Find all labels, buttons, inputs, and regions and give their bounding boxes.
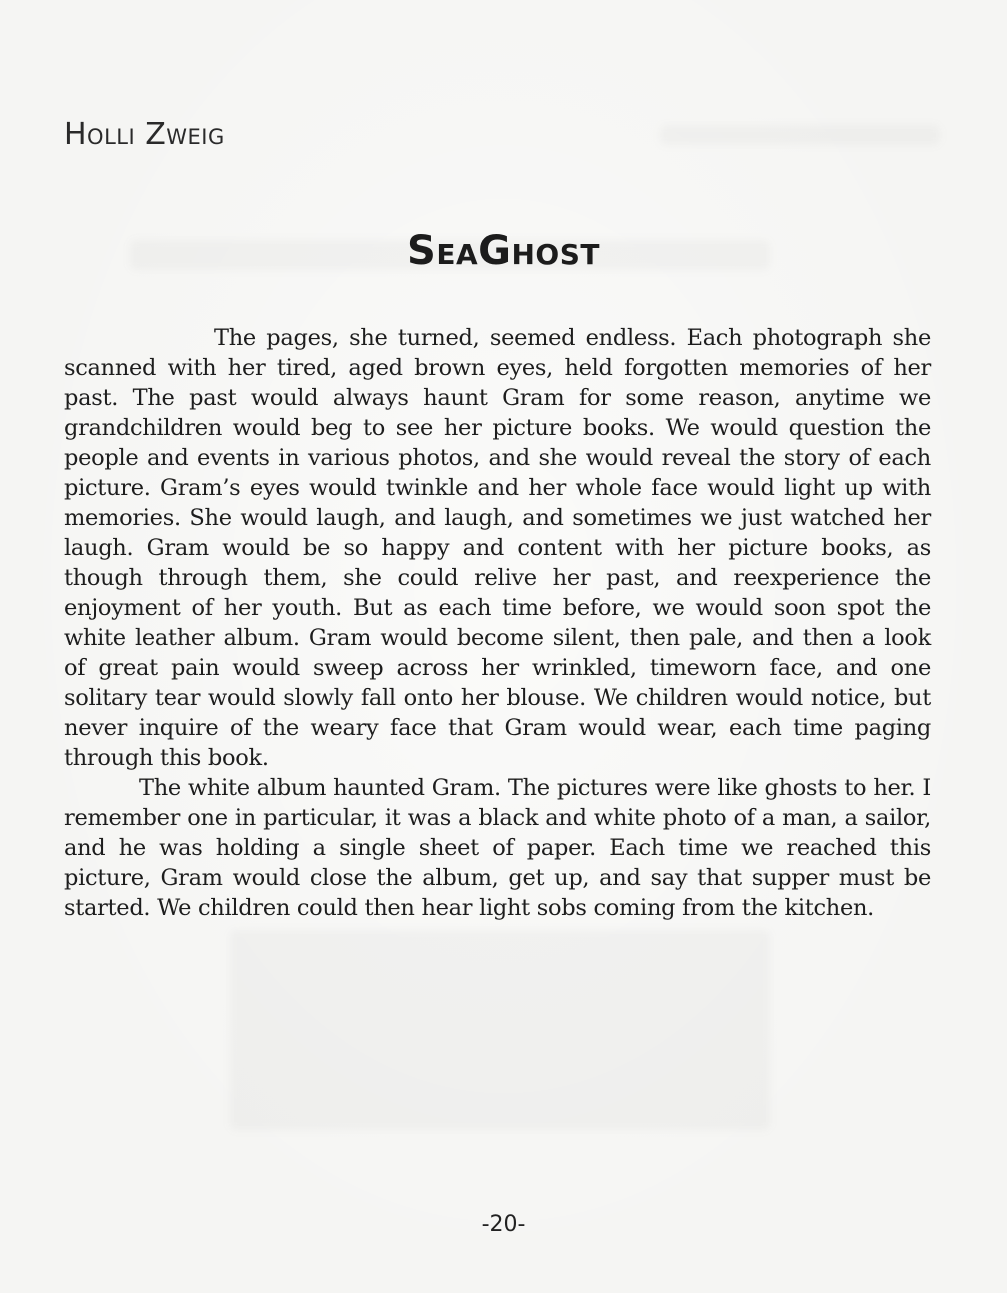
story-body [64,323,931,923]
story-title: SeaGhost [407,228,600,274]
story-paragraph: The white album haunted Gram. The pictures were like ghosts to her. I remember one in particular, it was a black and white photo of a man, a sailor, and he was holding a single sheet of paper. Each time we reached this picture, Gram would close the album, get up, and say that supper must be started. We children could then hear light sobs coming from the kitchen. [64,775,931,921]
page-number: -20- [481,1212,526,1237]
author-name: Holli Zweig [64,117,225,152]
show-through-shadow [660,125,940,145]
show-through-shadow [230,930,770,1130]
story-paragraph: The pages, she turned, seemed endless. Each photograph she scanned with her tired, aged brown eyes, held forgotten memories of her past. The past would always haunt Gram for some reason, anytime we grandchildren would beg to see her picture books. We would question the people and events in various photos, and she would reveal the story of each picture. Gram’s eyes would twinkle and her whole face would light up with memories. She would laugh, and laugh, and sometimes we just watched her laugh. Gram would be so happy and content with her picture books, as though through them, she could relive her past, and reexperience the enjoyment of her youth. But as each time before, we would soon spot the white leather album. Gram would become silent, then pale, and then a look of great pain would sweep across her wrinkled, timeworn face, and one solitary tear would slowly fall onto her blouse. We children would notice, but never inquire of the weary face that Gram would wear, each time paging through this book. [64,325,931,771]
